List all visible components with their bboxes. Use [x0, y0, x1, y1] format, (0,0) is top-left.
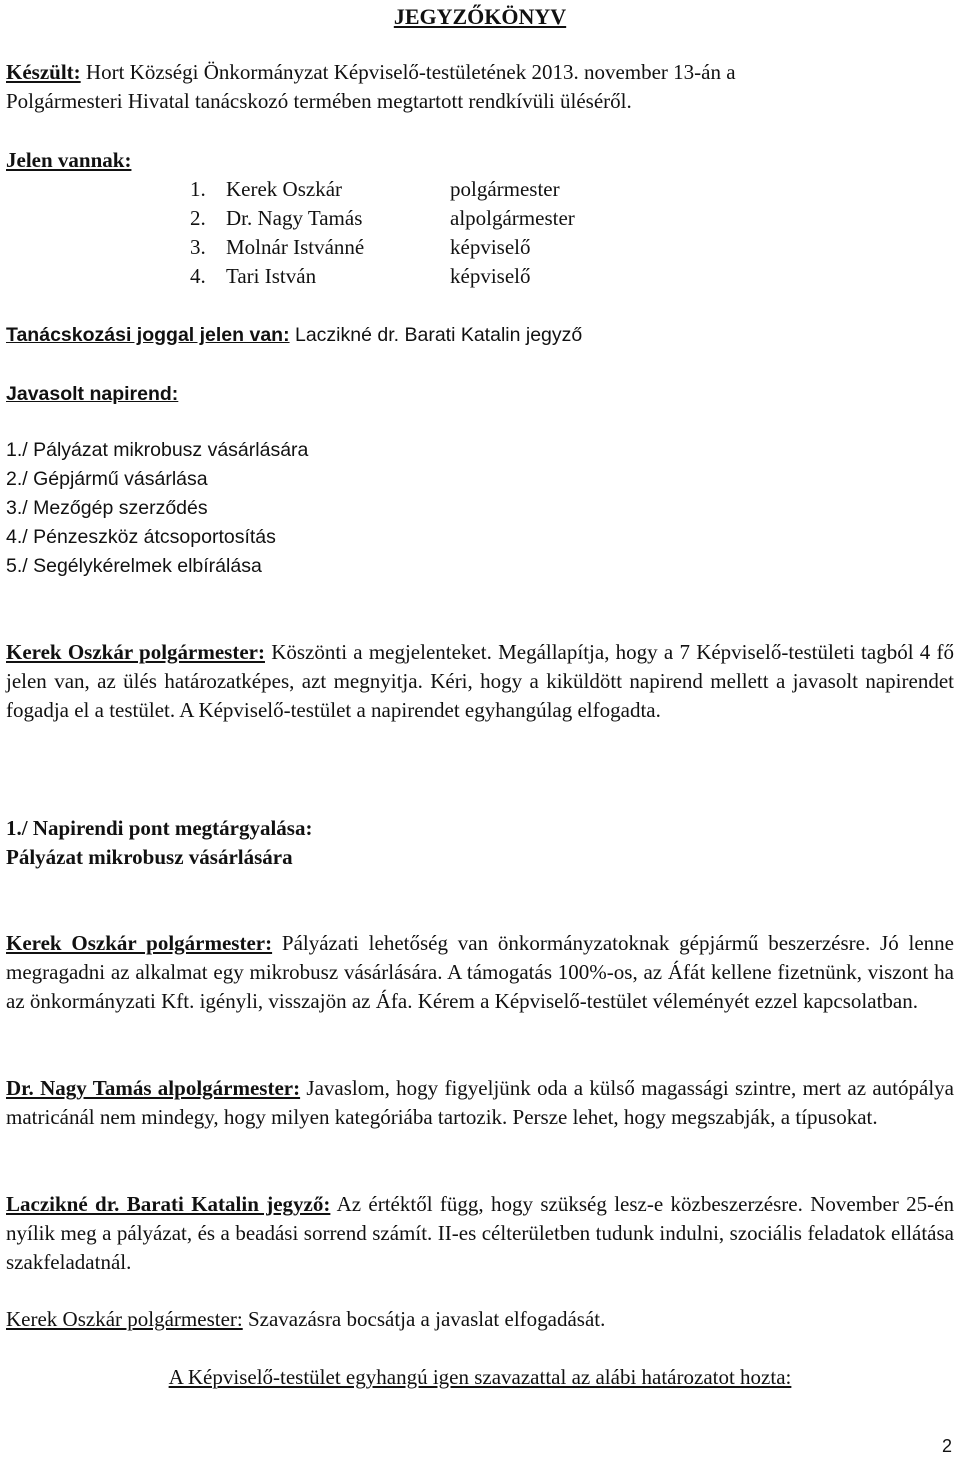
paragraph-text: Javaslom, hogy figyeljünk oda a külső magassági szintre, mert az autópálya matricánál nem mindegy, hogy milyen kategóriába tartozik. Persze lehet, hogy megszabják, a típusokat.: [6, 1076, 954, 1129]
header-line-1: [6, 58, 736, 87]
member-name: Dr. Nagy Tamás: [226, 206, 363, 230]
decision-line: A Képviselő-testület egyhangú igen szavazattal az alábi határozatot hozta:: [168, 1365, 792, 1389]
member-number: 4.: [190, 264, 206, 288]
speaker-label: Kerek Oszkár polgármester:: [6, 640, 265, 664]
member-row: [0, 262, 960, 291]
member-number: 3.: [190, 235, 206, 259]
member-name: Kerek Oszkár: [226, 177, 343, 201]
speaker-label: Laczikné dr. Barati Katalin jegyző:: [6, 1192, 331, 1216]
agenda-item: 3./ Mezőgép szerződés: [6, 497, 208, 519]
discussion-paragraph: [6, 1074, 954, 1132]
member-row: [0, 175, 960, 204]
speaker-label: Kerek Oszkár polgármester:: [6, 931, 273, 955]
header-label: Készült:: [6, 60, 81, 84]
advisory-text: Laczikné dr. Barati Katalin jegyző: [289, 324, 583, 346]
speaker-label: Kerek Oszkár polgármester:: [6, 1307, 243, 1331]
opening-paragraph: [6, 638, 954, 725]
member-role: polgármester: [450, 177, 560, 201]
member-name: Molnár Istvánné: [226, 235, 365, 259]
speaker-label: Dr. Nagy Tamás alpolgármester:: [6, 1076, 301, 1100]
agenda-item: 5./ Segélykérelmek elbírálása: [6, 555, 262, 577]
header-line-2: Polgármesteri Hivatal tanácskozó termében megtartott rendkívüli üléséről.: [6, 89, 632, 113]
member-role: képviselő: [450, 235, 531, 259]
agenda-item: 2./ Gépjármű vásárlása: [6, 468, 208, 490]
member-number: 1.: [190, 177, 206, 201]
paragraph-text: Pályázati lehetőség van önkormányzatoknak gépjármű beszerzésre. Jó lenne megragadni az alkalmat egy mikrobusz vásárlására. A támogatás 100%-os, az Áfát kellene fizetnünk, viszont ha az önkormányzati Kft. igényli, visszajön az Áfa. Kérem a Képviselő-testület véleményét ezzel kapcsolatban.: [6, 931, 954, 1013]
discussion-paragraph: [6, 929, 954, 1016]
paragraph-text: Szavazásra bocsátja a javaslat elfogadását.: [242, 1307, 606, 1331]
section-heading: 1./ Napirendi pont megtárgyalása:: [6, 816, 313, 840]
document-title: JEGYZŐKÖNYV: [393, 4, 567, 29]
member-name: Tari István: [226, 264, 317, 288]
agenda-label: Javasolt napirend:: [6, 383, 179, 405]
header-text-1: Hort Községi Önkormányzat Képviselő-testületének 2013. november 13-án a: [80, 60, 736, 84]
agenda-item: 1./ Pályázat mikrobusz vásárlására: [6, 439, 309, 461]
page-number: 2: [941, 1436, 952, 1456]
advisory-label: Tanácskozási joggal jelen van:: [6, 324, 290, 346]
agenda-item: 4./ Pénzeszköz átcsoportosítás: [6, 526, 276, 548]
section-subheading: Pályázat mikrobusz vásárlására: [6, 845, 293, 869]
discussion-paragraph: [6, 1190, 954, 1277]
member-role: képviselő: [450, 264, 531, 288]
member-number: 2.: [190, 206, 206, 230]
paragraph-text: Köszönti a megjelenteket. Megállapítja, hogy a 7 Képviselő-testületi tagból 4 fő jelen van, az ülés határozatképes, azt megnyitja. Kéri, hogy a kiküldött napirend mellett a javasolt napirendet fogadja el a testület. A Képviselő-testület a napirendet egyhangúlag elfogadta.: [6, 640, 955, 722]
member-row: [0, 204, 960, 233]
paragraph-text: Az értéktől függ, hogy szükség lesz-e közbeszerzésre. November 25-én nyílik meg a pályázat, és a beadási sorrend számít. II-es célterületben tudunk indulni, szociális feladatok ellátása szakfeladatnál.: [6, 1192, 954, 1274]
member-row: [0, 233, 960, 262]
present-label: Jelen vannak:: [6, 148, 132, 172]
advisory-line: [6, 320, 582, 350]
member-role: alpolgármester: [450, 206, 575, 230]
discussion-paragraph: [6, 1305, 954, 1334]
